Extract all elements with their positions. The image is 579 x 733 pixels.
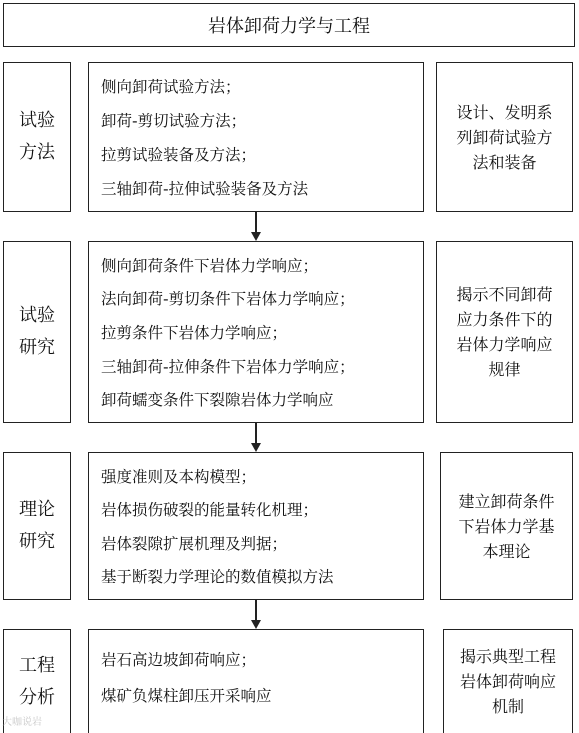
row-3-item-2: 岩体损伤破裂的能量转化机理；	[101, 501, 319, 520]
row-4-outcome-line-1: 揭示典型工程	[459, 647, 556, 666]
row-2-outcome-line-2: 应力条件下的	[456, 310, 553, 329]
row-4-item-1: 岩石高边坡卸荷响应；	[101, 651, 257, 669]
row-2-outcome-line-1: 揭示不同卸荷	[456, 285, 553, 304]
row-1-item-1: 侧向卸荷试验方法；	[101, 78, 241, 96]
row-2-category-line-1: 试验	[19, 305, 55, 326]
row-1-item-4: 三轴卸荷-拉伸试验装备及方法	[101, 180, 309, 198]
row-2-category-line-2: 研究	[19, 337, 55, 358]
row-3-outcome	[440, 452, 573, 600]
row-2-outcome-line-4: 规律	[488, 360, 521, 379]
row-3-category-line-2: 研究	[19, 531, 55, 552]
row-2-item-3: 拉剪条件下岩体力学响应；	[101, 323, 288, 342]
row-1-category	[3, 62, 71, 212]
row-3-outcome-line-2: 下岩体力学基	[458, 516, 555, 536]
row-3-outcome-line-3: 本理论	[482, 541, 531, 561]
row-4-content-box	[88, 629, 424, 733]
diagram-title: 岩体卸荷力学与工程	[3, 3, 575, 47]
row-2-content-box	[88, 241, 424, 423]
row-3-item-3: 岩体裂隙扩展机理及判据；	[101, 534, 288, 553]
row-3-content-box	[88, 452, 424, 600]
row-1-outcome-line-3: 法和装备	[472, 152, 537, 172]
row-1-outcome-line-2: 列卸荷试验方	[456, 127, 553, 147]
row-3-item-1: 强度准则及本构模型；	[101, 467, 257, 486]
row-2-item-5: 卸荷蠕变条件下裂隙岩体力学响应	[101, 391, 334, 410]
row-3-outcome-line-1: 建立卸荷条件	[458, 491, 555, 511]
row-1-outcome-line-1: 设计、发明系	[456, 102, 553, 122]
row-4-item-2: 煤矿负煤柱卸压开采响应	[101, 687, 272, 705]
row-3-category	[3, 452, 71, 600]
row-1-content-box	[88, 62, 424, 212]
row-3-item-4: 基于断裂力学理论的数值模拟方法	[101, 568, 334, 587]
row-1-category-line-1: 试验	[19, 110, 55, 131]
row-4-category-line-1: 工程	[19, 654, 55, 676]
row-2-category	[3, 241, 71, 423]
watermark: 大咖说岩	[2, 717, 42, 728]
row-2-item-4: 三轴卸荷-拉伸条件下岩体力学响应；	[101, 357, 355, 376]
row-2-item-1: 侧向卸荷条件下岩体力学响应；	[101, 256, 319, 275]
row-1-category-line-2: 方法	[19, 142, 55, 163]
row-2-item-2: 法向卸荷-剪切条件下岩体力学响应；	[101, 290, 355, 309]
row-4-outcome-line-3: 机制	[491, 697, 524, 716]
row-2-outcome-line-3: 岩体力学响应	[456, 335, 553, 354]
row-2-outcome	[436, 241, 573, 423]
row-4-outcome-line-2: 岩体卸荷响应	[459, 672, 556, 691]
row-4-outcome	[443, 629, 573, 733]
row-1-outcome	[436, 62, 573, 212]
row-3-category-line-1: 理论	[19, 499, 55, 520]
row-1-item-3: 拉剪试验装备及方法；	[101, 146, 257, 164]
row-4-category-line-2: 分析	[19, 686, 55, 708]
row-1-item-2: 卸荷-剪切试验方法；	[101, 112, 247, 130]
